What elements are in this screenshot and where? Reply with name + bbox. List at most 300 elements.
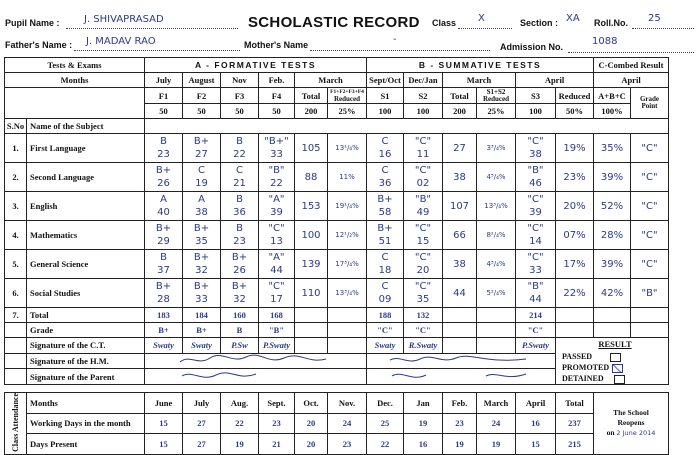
score-mark: 100: [301, 229, 321, 241]
grade-mark: "B": [268, 165, 285, 176]
subject-cell: [183, 250, 221, 279]
subject-cell: [556, 221, 594, 250]
subject-cell: [404, 192, 443, 221]
score-mark: 17%: [563, 258, 586, 270]
grade-sno: [5, 323, 27, 338]
month-header: March: [443, 73, 516, 88]
months-header: Months: [5, 73, 145, 88]
subject-cell: [295, 163, 328, 192]
score-mark: 17³/₄%: [335, 259, 359, 268]
code-header: F2: [183, 88, 221, 104]
attendance-months-row: [5, 393, 669, 414]
section-c-header: C-Combed Result: [594, 58, 669, 73]
score-mark: 13³/₄%: [484, 201, 508, 210]
max-mark: 100: [404, 104, 443, 119]
subject-cell: [295, 134, 328, 163]
grade-mark: "B": [414, 194, 432, 205]
total-value: [295, 308, 328, 323]
subject-cell: [221, 279, 259, 308]
ct-signature: Swaty: [183, 338, 221, 354]
subject-cell: [631, 134, 669, 163]
score-mark: 19%: [563, 142, 586, 154]
grade-mark: B: [160, 136, 167, 147]
code-header-s1s2: S1+S2: [486, 87, 506, 96]
subject-header: Name of the Subject: [27, 119, 145, 134]
score-mark: 11%: [339, 172, 355, 181]
score-mark: 39: [529, 207, 542, 218]
subject-cell: [183, 221, 221, 250]
grade-row: [5, 323, 669, 338]
grade-value: [443, 323, 477, 338]
point-label: Point: [641, 102, 658, 110]
grade-value: "B": [259, 323, 295, 338]
grade-value: B+: [145, 323, 183, 338]
days-present: 27: [183, 434, 221, 455]
grade-mark: "C": [268, 281, 285, 292]
grade-mark: "C": [527, 194, 544, 205]
subject-cell: [328, 134, 367, 163]
score-mark: 16: [378, 149, 392, 160]
score-mark: 39: [270, 207, 283, 218]
subject-cell: [404, 221, 443, 250]
subject-cell: [556, 163, 594, 192]
subject-sno: 3.: [5, 192, 27, 221]
score-mark: 52%: [600, 200, 624, 212]
ct-signature: P.Swaty: [516, 338, 556, 354]
attendance-side-text: Class Attendance: [11, 393, 20, 452]
grade-mark: C: [381, 281, 389, 292]
grade-mark: A: [198, 194, 205, 205]
subject-cell: [594, 134, 631, 163]
class-line: [458, 28, 512, 29]
max-mark: 50: [221, 104, 259, 119]
score-mark: "C": [641, 142, 658, 154]
subject-cell: [477, 279, 516, 308]
subject-rows: [5, 134, 669, 308]
hm-signature-area-b: [367, 353, 556, 369]
header-row-subject: [5, 119, 669, 134]
working-days: 23: [443, 413, 477, 434]
max-mark: 25%: [477, 104, 516, 119]
attendance-month: Oct.: [295, 393, 328, 414]
sig-blank: [443, 338, 477, 354]
mother-name-label: Mother's Name: [244, 40, 309, 50]
subject-cell: [183, 279, 221, 308]
subject-cell: [594, 192, 631, 221]
subject-sno: 5.: [5, 250, 27, 279]
working-days: 237: [556, 413, 594, 434]
score-mark: 139: [301, 258, 321, 270]
attendance-month: Feb.: [443, 393, 477, 414]
grade-value: "C": [516, 323, 556, 338]
page-title: SCHOLASTIC RECORD: [248, 14, 420, 31]
sig-sno: [5, 369, 27, 385]
score-mark: 02: [416, 178, 430, 189]
subject-cell: [259, 163, 295, 192]
code-header: S1: [367, 88, 404, 104]
grade-mark: "B": [527, 165, 544, 176]
subject-cell: [183, 163, 221, 192]
score-mark: 8²/₄%: [486, 230, 506, 239]
days-present: 21: [259, 434, 295, 455]
attendance-month: March: [477, 393, 516, 414]
ct-signature: Swaty: [367, 338, 404, 354]
subject-cell: [594, 279, 631, 308]
ct-signature: P.Swaty: [259, 338, 295, 354]
grade-mark: B+: [193, 252, 210, 263]
subject-sno: 2.: [5, 163, 27, 192]
score-mark: 3³/₄%: [486, 143, 506, 152]
subject-cell: [516, 250, 556, 279]
result-box: [556, 338, 669, 385]
grade-mark: "A": [268, 194, 285, 205]
subject-cell: [295, 279, 328, 308]
days-present: 215: [556, 434, 594, 455]
checkbox-icon: [614, 375, 625, 384]
hm-signature-scribble: [386, 354, 536, 366]
score-mark: 35: [416, 294, 430, 305]
score-mark: 32: [195, 265, 208, 276]
score-mark: 105: [301, 142, 321, 154]
subject-row: [5, 279, 669, 308]
subject-cell: [328, 221, 367, 250]
grade-mark: "B+": [264, 136, 289, 147]
month-header: Nov: [221, 73, 259, 88]
score-mark: 23: [157, 149, 170, 160]
subject-cell: [477, 250, 516, 279]
subject-cell: [183, 192, 221, 221]
grade-value: B+: [183, 323, 221, 338]
result-option: [562, 351, 668, 362]
score-mark: 22: [233, 149, 246, 160]
grade-mark: B+: [231, 281, 248, 292]
attendance-working-row: [5, 413, 669, 434]
score-mark: 23: [233, 236, 246, 247]
score-mark: 07%: [563, 229, 586, 241]
score-mark: 38: [195, 207, 208, 218]
grade-mark: "A": [268, 252, 285, 263]
header-blank: [145, 119, 669, 134]
subject-cell: [443, 134, 477, 163]
days-present: 19: [221, 434, 259, 455]
grade-point-header: [631, 88, 669, 119]
score-mark: 5²/₄%: [486, 288, 506, 297]
pupil-name-value: J. SHIVAPRASAD: [84, 14, 164, 25]
score-mark: 38: [453, 258, 466, 270]
pupil-name-label: Pupil Name :: [5, 18, 60, 28]
signature-ct-row: [5, 338, 669, 354]
subject-name: First Language: [27, 134, 145, 163]
days-present: 19: [443, 434, 477, 455]
result-option: [562, 373, 668, 384]
code-header: F4: [259, 88, 295, 104]
subject-cell: [631, 221, 669, 250]
grade-value: [556, 323, 594, 338]
header-row-months: [5, 73, 669, 88]
total-value: 160: [221, 308, 259, 323]
score-mark: "C": [641, 229, 658, 241]
grade-mark: B+: [193, 281, 210, 292]
score-mark: 09: [378, 294, 392, 305]
attendance-month: Total: [556, 393, 594, 414]
subject-cell: [443, 250, 477, 279]
reopen-on: on: [606, 428, 615, 438]
signature-ct-label: Signature of the C.T.: [27, 338, 145, 354]
subject-row: [5, 163, 669, 192]
ct-signature: R.Swaty: [404, 338, 443, 354]
code-header-sum: F1+F2+F3+F4: [330, 89, 364, 95]
days-present-label: Days Present: [27, 434, 145, 455]
attendance-month: Sept.: [259, 393, 295, 414]
subject-cell: [259, 134, 295, 163]
grade-mark: B+: [193, 136, 210, 147]
score-mark: 23%: [563, 171, 586, 183]
grade-label: Grade: [639, 95, 660, 103]
attendance-month: Aug.: [221, 393, 259, 414]
max-mark: 100%: [594, 104, 631, 119]
total-value: [443, 308, 477, 323]
result-detained: DETAINED: [562, 374, 604, 383]
subject-cell: [295, 221, 328, 250]
score-mark: 18: [378, 265, 392, 276]
days-present: 22: [367, 434, 404, 455]
subject-cell: [404, 163, 443, 192]
checkbox-icon: [610, 353, 621, 362]
month-header: Dec/Jan: [404, 73, 443, 88]
grade-value: "C": [404, 323, 443, 338]
score-mark: "C": [641, 200, 658, 212]
code-header: Total: [295, 88, 328, 104]
father-name-line: [74, 50, 240, 51]
grade-mark: "C": [414, 223, 432, 234]
attendance-month: July: [183, 393, 221, 414]
code-header-reduced-b: [477, 88, 516, 104]
hm-signature-area: [145, 353, 367, 369]
subject-cell: [477, 163, 516, 192]
subject-name: Mathematics: [27, 221, 145, 250]
working-days: 23: [259, 413, 295, 434]
section-a-header: A - FORMATIVE TESTS: [145, 58, 367, 73]
parent-signature-scribble: [386, 370, 536, 382]
grade-mark: "C": [414, 281, 432, 292]
score-mark: 58: [378, 207, 392, 218]
subject-cell: [443, 221, 477, 250]
score-mark: 13: [270, 236, 283, 247]
subject-row: [5, 134, 669, 163]
subject-cell: [367, 250, 404, 279]
score-mark: 22: [270, 178, 283, 189]
score-mark: 26: [233, 265, 246, 276]
total-value: [477, 308, 516, 323]
result-option: [562, 362, 668, 373]
score-mark: 29: [157, 236, 170, 247]
sig-sno: [5, 353, 27, 369]
parent-signature-scribble: [176, 370, 336, 382]
month-header: Sept/Oct: [367, 73, 404, 88]
sig-blank: [477, 338, 516, 354]
subject-row: [5, 221, 669, 250]
subject-cell: [328, 279, 367, 308]
working-days: 20: [295, 413, 328, 434]
subject-cell: [631, 279, 669, 308]
total-value: 188: [367, 308, 404, 323]
grade-mark: C: [381, 252, 389, 263]
days-present: 20: [295, 434, 328, 455]
total-sno: 7.: [5, 308, 27, 323]
grade-mark: "C": [414, 136, 432, 147]
subject-name: English: [27, 192, 145, 221]
score-mark: 110: [301, 287, 321, 299]
grade-mark: B+: [377, 194, 393, 205]
code-header: S2: [404, 88, 443, 104]
subject-cell: [556, 250, 594, 279]
subject-cell: [477, 221, 516, 250]
admission-line: [568, 52, 694, 53]
month-header: April: [516, 73, 594, 88]
code-header: F1: [145, 88, 183, 104]
parent-signature-area-b: [367, 369, 556, 385]
score-mark: 38: [453, 171, 466, 183]
grade-value: [295, 323, 328, 338]
section-label: Section :: [520, 18, 559, 28]
subject-name: General Science: [27, 250, 145, 279]
total-value: [594, 308, 631, 323]
score-mark: 14: [529, 236, 542, 247]
subject-name: Social Studies: [27, 279, 145, 308]
code-header: S3: [516, 88, 556, 104]
sno-header: S.No: [5, 119, 27, 134]
grade-mark: B+: [377, 223, 393, 234]
subject-cell: [328, 163, 367, 192]
subject-cell: [594, 221, 631, 250]
max-mark: 200: [295, 104, 328, 119]
attendance-months-label: Months: [27, 393, 145, 414]
admission-value: 1088: [592, 36, 618, 47]
score-mark: 44: [529, 294, 542, 305]
subject-cell: [221, 192, 259, 221]
subject-cell: [367, 221, 404, 250]
code-header: Total: [443, 88, 477, 104]
days-present: 15: [145, 434, 183, 455]
subject-cell: [404, 250, 443, 279]
sig-blank: [328, 338, 367, 354]
score-mark: 33: [270, 149, 283, 160]
subject-cell: [367, 163, 404, 192]
working-days: 24: [477, 413, 516, 434]
score-mark: 15: [416, 236, 430, 247]
roll-line: [632, 28, 694, 29]
total-value: 132: [404, 308, 443, 323]
ct-signature: Swaty: [145, 338, 183, 354]
subject-cell: [631, 250, 669, 279]
subject-cell: [221, 134, 259, 163]
subject-cell: [404, 279, 443, 308]
score-mark: "C": [641, 258, 658, 270]
max-mark: 50: [259, 104, 295, 119]
header-spacer: [5, 88, 145, 119]
days-present: 15: [516, 434, 556, 455]
score-mark: 36: [378, 178, 392, 189]
pupil-name-line: [66, 28, 238, 29]
score-mark: 36: [233, 207, 246, 218]
score-mark: 88: [304, 171, 318, 183]
parent-signature-area: [145, 369, 367, 385]
attendance-month: June: [145, 393, 183, 414]
days-present: 23: [328, 434, 367, 455]
grade-mark: C: [381, 136, 389, 147]
score-mark: 17: [270, 294, 283, 305]
subject-cell: [145, 163, 183, 192]
sig-blank: [295, 338, 328, 354]
subject-cell: [183, 134, 221, 163]
score-mark: 22%: [563, 287, 586, 299]
grade-mark: B+: [155, 281, 172, 292]
reduced-label-a: Reduced: [333, 95, 361, 103]
subject-sno: 4.: [5, 221, 27, 250]
grade-mark: B: [160, 252, 167, 263]
subject-cell: [145, 221, 183, 250]
grade-mark: C: [381, 165, 389, 176]
grade-mark: "C": [527, 136, 544, 147]
month-header: July: [145, 73, 183, 88]
code-header: F3: [221, 88, 259, 104]
subject-cell: [328, 250, 367, 279]
score-mark: 40: [157, 207, 170, 218]
days-present: 16: [404, 434, 443, 455]
total-value: 183: [145, 308, 183, 323]
code-header: A+B+C: [594, 88, 631, 104]
code-header: Reduced: [556, 88, 594, 104]
grade-mark: C: [236, 165, 243, 176]
score-mark: 19¹/₄%: [335, 201, 359, 210]
score-mark: 4³/₄%: [486, 259, 506, 268]
attendance-month: Jan: [404, 393, 443, 414]
grade-mark: A: [160, 194, 167, 205]
score-mark: 35%: [600, 142, 624, 154]
subject-cell: [516, 279, 556, 308]
grade-mark: "C": [527, 252, 544, 263]
subject-row: [5, 192, 669, 221]
subject-cell: [221, 221, 259, 250]
subject-cell: [367, 279, 404, 308]
subject-cell: [443, 163, 477, 192]
signature-hm-label: Signature of the H.M.: [27, 353, 145, 369]
grade-value: [477, 323, 516, 338]
grade-value: "C": [367, 323, 404, 338]
working-days: 22: [221, 413, 259, 434]
grade-mark: B: [236, 223, 243, 234]
sig-sno: [5, 338, 27, 354]
score-mark: 33: [529, 265, 542, 276]
reopen-box: [594, 393, 669, 455]
month-header: March: [295, 73, 367, 88]
subject-cell: [259, 250, 295, 279]
score-mark: 44: [453, 287, 466, 299]
score-mark: "B": [641, 287, 658, 299]
total-value: [328, 308, 367, 323]
subject-cell: [221, 250, 259, 279]
score-mark: 13¹/₄%: [335, 143, 359, 152]
score-mark: 44: [270, 265, 283, 276]
subject-cell: [556, 279, 594, 308]
subject-cell: [477, 192, 516, 221]
max-mark: 50: [183, 104, 221, 119]
reduced-label-b: Reduced: [482, 94, 510, 103]
total-label: Total: [27, 308, 145, 323]
score-mark: 13³/₄%: [335, 288, 359, 297]
max-mark: 50: [145, 104, 183, 119]
score-mark: 12¹/₂%: [335, 230, 359, 239]
